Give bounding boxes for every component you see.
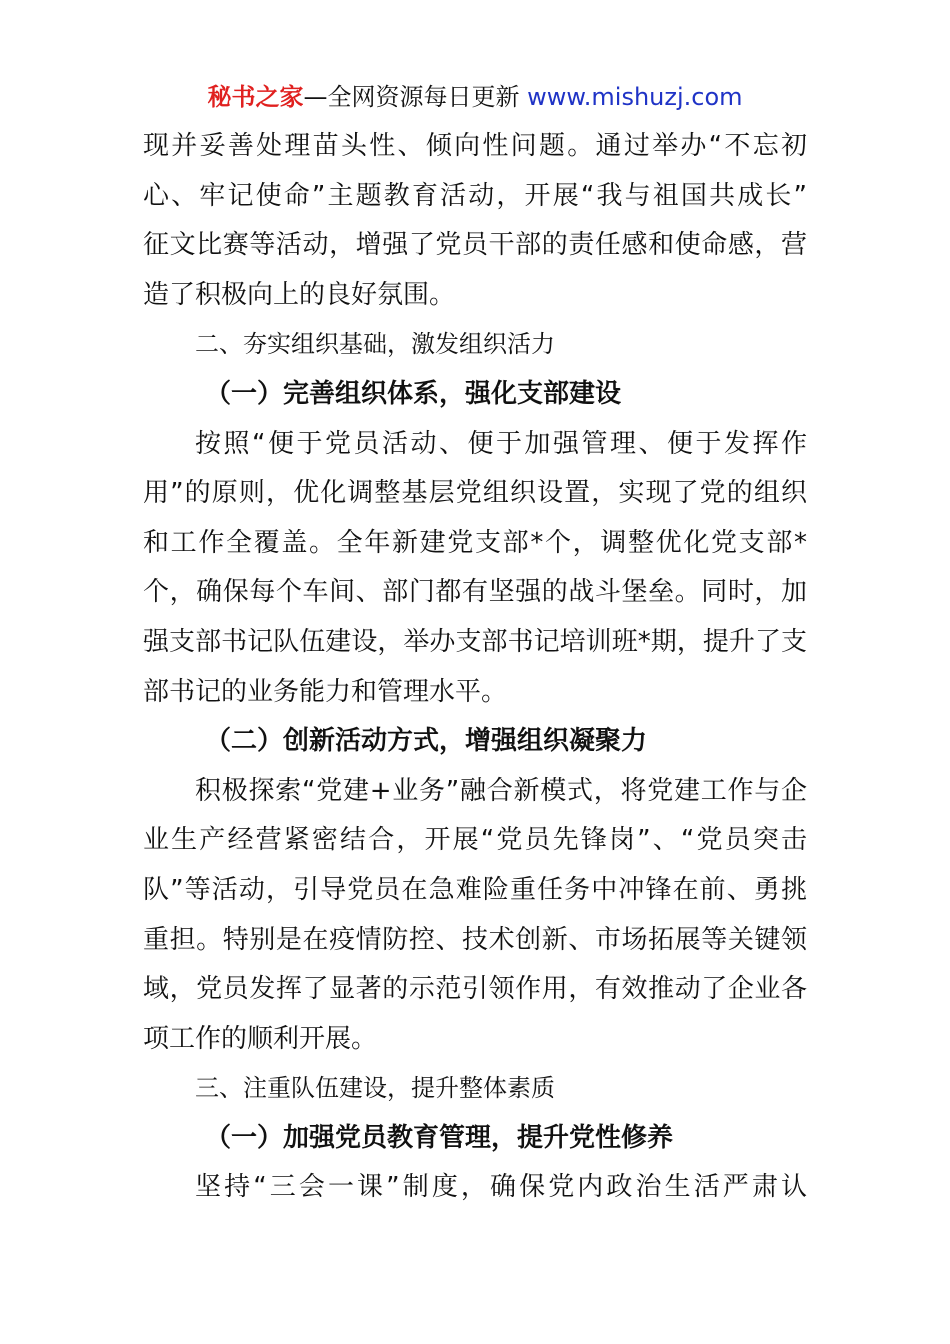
subsection-heading: （一）完善组织体系，强化支部建设 (205, 378, 622, 409)
text-line: 部书记的业务能力和管理水平。 (143, 676, 508, 707)
text-line: 个，确保每个车间、部门都有坚强的战斗堡垒。同时，加 (143, 577, 807, 608)
document-body (143, 122, 807, 1213)
subsection-heading: （二）创新活动方式，增强组织凝聚力 (205, 726, 648, 757)
text-line: 征文比赛等活动，增强了党员干部的责任感和使命感，营 (143, 230, 807, 261)
text-line: 心、牢记使命”主题教育活动，开展“我与祖国共成长” (143, 180, 807, 211)
text-line: 项工作的顺利开展。 (143, 1023, 378, 1054)
text-line: 强支部书记队伍建设，举办支部书记培训班*期，提升了支 (143, 626, 807, 657)
subsection-heading: （一）加强党员教育管理，提升党性修养 (205, 1122, 674, 1153)
text-line: 坚持“三会一课”制度，确保党内政治生活严肃认 (195, 1172, 807, 1203)
site-url[interactable]: www.mishuzj.com (527, 83, 743, 111)
section-heading: 三、注重队伍建设，提升整体素质 (195, 1074, 555, 1103)
site-brand: 秘书之家 (207, 83, 304, 111)
text-line: 和工作全覆盖。全年新建党支部*个，调整优化党支部* (143, 527, 807, 558)
text-line: 域，党员发挥了显著的示范引领作用，有效推动了企业各 (143, 974, 807, 1005)
text-line: 现并妥善处理苗头性、倾向性问题。通过举办“不忘初 (143, 131, 807, 161)
page-header (0, 80, 950, 114)
text-line: 重担。特别是在疫情防控、技术创新、市场拓展等关键领 (143, 924, 807, 955)
text-line: 按照“便于党员活动、便于加强管理、便于发挥作 (195, 428, 807, 459)
text-line: 造了积极向上的良好氛围。 (143, 279, 456, 310)
text-line: 业生产经营紧密结合，开展“党员先锋岗”、“党员突击 (143, 825, 807, 856)
section-heading: 二、夯实组织基础，激发组织活力 (195, 330, 555, 359)
text-line: 积极探索“党建+业务”融合新模式，将党建工作与企 (195, 775, 807, 806)
text-line: 用”的原则，优化调整基层党组织设置，实现了党的组织 (143, 478, 807, 509)
text-line: 队”等活动，引导党员在急难险重任务中冲锋在前、勇挑 (143, 874, 807, 905)
site-tagline: —全网资源每日更新 (303, 83, 520, 111)
